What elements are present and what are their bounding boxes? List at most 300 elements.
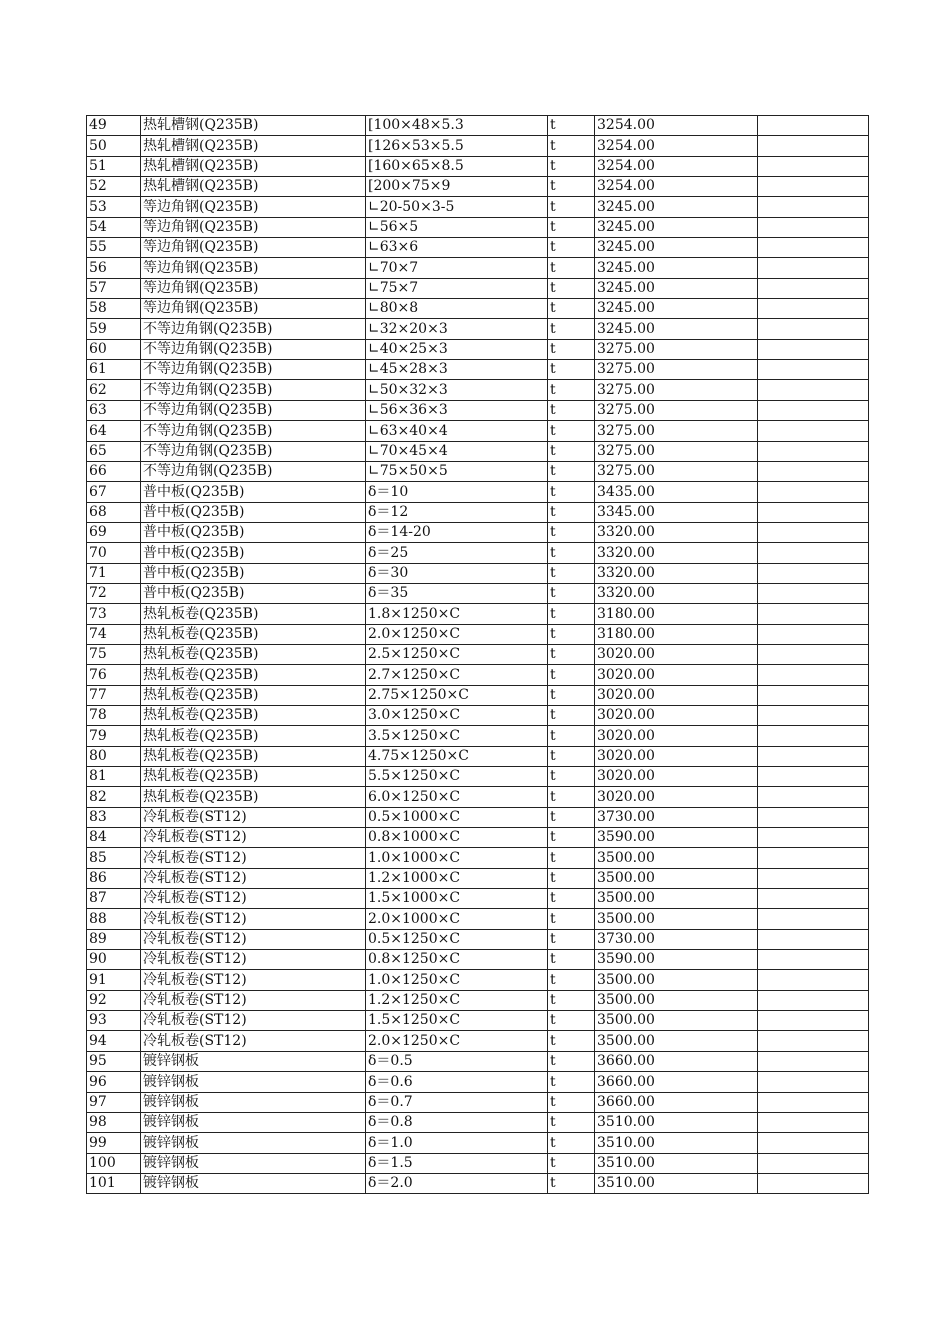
price-cell: 3020.00 — [595, 787, 758, 807]
material-name-cell: 冷轧板卷(ST12) — [141, 1011, 366, 1031]
row-number-cell: 50 — [87, 136, 141, 156]
unit-cell: t — [548, 929, 595, 949]
remark-cell — [758, 726, 869, 746]
table-row — [87, 116, 869, 136]
material-name-cell: 普中板(Q235B) — [141, 482, 366, 502]
specification-cell: [100×48×5.3 — [366, 116, 548, 136]
table-row — [87, 177, 869, 197]
row-number-cell: 79 — [87, 726, 141, 746]
specification-cell: 0.5×1000×C — [366, 807, 548, 827]
price-cell: 3275.00 — [595, 461, 758, 481]
remark-cell — [758, 950, 869, 970]
material-name-cell: 不等边角钢(Q235B) — [141, 360, 366, 380]
table-row — [87, 665, 869, 685]
material-name-cell: 冷轧板卷(ST12) — [141, 990, 366, 1010]
table-row — [87, 705, 869, 725]
remark-cell — [758, 116, 869, 136]
price-cell: 3500.00 — [595, 1031, 758, 1051]
table-row — [87, 563, 869, 583]
material-name-cell: 冷轧板卷(ST12) — [141, 1031, 366, 1051]
table-row — [87, 970, 869, 990]
remark-cell — [758, 339, 869, 359]
unit-cell: t — [548, 624, 595, 644]
material-name-cell: 不等边角钢(Q235B) — [141, 339, 366, 359]
table-row — [87, 1011, 869, 1031]
unit-cell: t — [548, 1153, 595, 1173]
row-number-cell: 60 — [87, 339, 141, 359]
material-name-cell: 热轧板卷(Q235B) — [141, 604, 366, 624]
table-row — [87, 543, 869, 563]
specification-cell: 2.0×1000×C — [366, 909, 548, 929]
row-number-cell: 52 — [87, 177, 141, 197]
material-name-cell: 等边角钢(Q235B) — [141, 278, 366, 298]
price-cell: 3500.00 — [595, 1011, 758, 1031]
row-number-cell: 64 — [87, 421, 141, 441]
table-row — [87, 909, 869, 929]
material-name-cell: 等边角钢(Q235B) — [141, 299, 366, 319]
remark-cell — [758, 828, 869, 848]
unit-cell: t — [548, 116, 595, 136]
material-name-cell: 冷轧板卷(ST12) — [141, 868, 366, 888]
material-name-cell: 热轧板卷(Q235B) — [141, 665, 366, 685]
price-cell: 3245.00 — [595, 299, 758, 319]
remark-cell — [758, 482, 869, 502]
row-number-cell: 56 — [87, 258, 141, 278]
table-row — [87, 522, 869, 542]
row-number-cell: 65 — [87, 441, 141, 461]
remark-cell — [758, 543, 869, 563]
material-name-cell: 热轧板卷(Q235B) — [141, 705, 366, 725]
unit-cell: t — [548, 1133, 595, 1153]
material-name-cell: 不等边角钢(Q235B) — [141, 380, 366, 400]
specification-cell: δ＝0.8 — [366, 1112, 548, 1132]
specification-cell: 0.8×1250×C — [366, 950, 548, 970]
material-name-cell: 镀锌钢板 — [141, 1072, 366, 1092]
specification-cell: δ＝0.7 — [366, 1092, 548, 1112]
table-row — [87, 1092, 869, 1112]
remark-cell — [758, 197, 869, 217]
price-cell: 3245.00 — [595, 217, 758, 237]
price-cell: 3435.00 — [595, 482, 758, 502]
specification-cell: 2.75×1250×C — [366, 685, 548, 705]
row-number-cell: 75 — [87, 644, 141, 664]
price-cell: 3500.00 — [595, 909, 758, 929]
price-cell: 3590.00 — [595, 828, 758, 848]
unit-cell: t — [548, 807, 595, 827]
row-number-cell: 100 — [87, 1153, 141, 1173]
remark-cell — [758, 624, 869, 644]
unit-cell: t — [548, 482, 595, 502]
row-number-cell: 96 — [87, 1072, 141, 1092]
row-number-cell: 53 — [87, 197, 141, 217]
specification-cell: ∟50×32×3 — [366, 380, 548, 400]
row-number-cell: 51 — [87, 156, 141, 176]
remark-cell — [758, 299, 869, 319]
material-name-cell: 热轧槽钢(Q235B) — [141, 136, 366, 156]
table-row — [87, 767, 869, 787]
remark-cell — [758, 441, 869, 461]
specification-cell: 0.8×1000×C — [366, 828, 548, 848]
table-row — [87, 156, 869, 176]
price-cell: 3500.00 — [595, 990, 758, 1010]
remark-cell — [758, 278, 869, 298]
table-row — [87, 400, 869, 420]
price-cell: 3275.00 — [595, 339, 758, 359]
price-cell: 3275.00 — [595, 441, 758, 461]
unit-cell: t — [548, 726, 595, 746]
price-cell: 3020.00 — [595, 665, 758, 685]
remark-cell — [758, 421, 869, 441]
row-number-cell: 71 — [87, 563, 141, 583]
unit-cell: t — [548, 1051, 595, 1071]
row-number-cell: 95 — [87, 1051, 141, 1071]
table-row — [87, 380, 869, 400]
specification-cell: 1.5×1000×C — [366, 889, 548, 909]
price-table — [86, 115, 869, 1194]
table-row — [87, 197, 869, 217]
unit-cell: t — [548, 868, 595, 888]
unit-cell: t — [548, 604, 595, 624]
unit-cell: t — [548, 177, 595, 197]
row-number-cell: 80 — [87, 746, 141, 766]
remark-cell — [758, 136, 869, 156]
specification-cell: 6.0×1250×C — [366, 787, 548, 807]
price-cell: 3660.00 — [595, 1072, 758, 1092]
table-row — [87, 482, 869, 502]
price-cell: 3500.00 — [595, 868, 758, 888]
remark-cell — [758, 1173, 869, 1193]
material-name-cell: 等边角钢(Q235B) — [141, 197, 366, 217]
specification-cell: δ＝30 — [366, 563, 548, 583]
unit-cell: t — [548, 848, 595, 868]
specification-cell: [126×53×5.5 — [366, 136, 548, 156]
remark-cell — [758, 1153, 869, 1173]
price-cell: 3254.00 — [595, 136, 758, 156]
table-row — [87, 441, 869, 461]
material-name-cell: 等边角钢(Q235B) — [141, 217, 366, 237]
material-name-cell: 镀锌钢板 — [141, 1112, 366, 1132]
unit-cell: t — [548, 1011, 595, 1031]
price-cell: 3254.00 — [595, 156, 758, 176]
table-row — [87, 1031, 869, 1051]
material-name-cell: 热轧板卷(Q235B) — [141, 767, 366, 787]
row-number-cell: 101 — [87, 1173, 141, 1193]
material-name-cell: 冷轧板卷(ST12) — [141, 970, 366, 990]
unit-cell: t — [548, 421, 595, 441]
row-number-cell: 70 — [87, 543, 141, 563]
material-name-cell: 不等边角钢(Q235B) — [141, 461, 366, 481]
material-name-cell: 冷轧板卷(ST12) — [141, 950, 366, 970]
row-number-cell: 78 — [87, 705, 141, 725]
price-cell: 3510.00 — [595, 1133, 758, 1153]
price-cell: 3275.00 — [595, 360, 758, 380]
table-row — [87, 644, 869, 664]
material-name-cell: 热轧板卷(Q235B) — [141, 746, 366, 766]
price-cell: 3320.00 — [595, 583, 758, 603]
material-name-cell: 不等边角钢(Q235B) — [141, 441, 366, 461]
unit-cell: t — [548, 441, 595, 461]
unit-cell: t — [548, 950, 595, 970]
remark-cell — [758, 1072, 869, 1092]
row-number-cell: 72 — [87, 583, 141, 603]
unit-cell: t — [548, 990, 595, 1010]
specification-cell: ∟75×7 — [366, 278, 548, 298]
specification-cell: [160×65×8.5 — [366, 156, 548, 176]
specification-cell: 0.5×1250×C — [366, 929, 548, 949]
material-name-cell: 热轧板卷(Q235B) — [141, 787, 366, 807]
row-number-cell: 67 — [87, 482, 141, 502]
remark-cell — [758, 665, 869, 685]
row-number-cell: 99 — [87, 1133, 141, 1153]
row-number-cell: 57 — [87, 278, 141, 298]
unit-cell: t — [548, 543, 595, 563]
material-name-cell: 热轧板卷(Q235B) — [141, 624, 366, 644]
specification-cell: ∟70×45×4 — [366, 441, 548, 461]
unit-cell: t — [548, 705, 595, 725]
price-cell: 3500.00 — [595, 889, 758, 909]
specification-cell: ∟45×28×3 — [366, 360, 548, 380]
specification-cell: δ＝2.0 — [366, 1173, 548, 1193]
specification-cell: ∟80×8 — [366, 299, 548, 319]
remark-cell — [758, 970, 869, 990]
price-cell: 3245.00 — [595, 197, 758, 217]
material-name-cell: 镀锌钢板 — [141, 1092, 366, 1112]
remark-cell — [758, 787, 869, 807]
unit-cell: t — [548, 889, 595, 909]
specification-cell: ∟56×5 — [366, 217, 548, 237]
row-number-cell: 88 — [87, 909, 141, 929]
unit-cell: t — [548, 461, 595, 481]
material-name-cell: 热轧板卷(Q235B) — [141, 685, 366, 705]
specification-cell: 3.5×1250×C — [366, 726, 548, 746]
unit-cell: t — [548, 583, 595, 603]
specification-cell: 1.0×1250×C — [366, 970, 548, 990]
price-cell: 3345.00 — [595, 502, 758, 522]
table-row — [87, 950, 869, 970]
row-number-cell: 69 — [87, 522, 141, 542]
price-cell: 3020.00 — [595, 726, 758, 746]
row-number-cell: 63 — [87, 400, 141, 420]
row-number-cell: 93 — [87, 1011, 141, 1031]
table-row — [87, 217, 869, 237]
row-number-cell: 94 — [87, 1031, 141, 1051]
remark-cell — [758, 767, 869, 787]
price-cell: 3320.00 — [595, 563, 758, 583]
remark-cell — [758, 360, 869, 380]
remark-cell — [758, 705, 869, 725]
specification-cell: 2.0×1250×C — [366, 624, 548, 644]
material-name-cell: 热轧板卷(Q235B) — [141, 644, 366, 664]
unit-cell: t — [548, 278, 595, 298]
price-cell: 3660.00 — [595, 1092, 758, 1112]
remark-cell — [758, 909, 869, 929]
table-row — [87, 421, 869, 441]
table-row — [87, 604, 869, 624]
material-name-cell: 不等边角钢(Q235B) — [141, 319, 366, 339]
price-cell: 3275.00 — [595, 400, 758, 420]
row-number-cell: 74 — [87, 624, 141, 644]
unit-cell: t — [548, 258, 595, 278]
unit-cell: t — [548, 1173, 595, 1193]
remark-cell — [758, 929, 869, 949]
table-row — [87, 828, 869, 848]
remark-cell — [758, 238, 869, 258]
row-number-cell: 49 — [87, 116, 141, 136]
price-cell: 3245.00 — [595, 319, 758, 339]
table-row — [87, 1072, 869, 1092]
unit-cell: t — [548, 970, 595, 990]
table-row — [87, 807, 869, 827]
row-number-cell: 58 — [87, 299, 141, 319]
unit-cell: t — [548, 787, 595, 807]
remark-cell — [758, 217, 869, 237]
material-name-cell: 镀锌钢板 — [141, 1051, 366, 1071]
specification-cell: δ＝0.5 — [366, 1051, 548, 1071]
unit-cell: t — [548, 1112, 595, 1132]
remark-cell — [758, 848, 869, 868]
specification-cell: [200×75×9 — [366, 177, 548, 197]
remark-cell — [758, 807, 869, 827]
table-row — [87, 238, 869, 258]
specification-cell: ∟75×50×5 — [366, 461, 548, 481]
material-name-cell: 不等边角钢(Q235B) — [141, 421, 366, 441]
remark-cell — [758, 522, 869, 542]
specification-cell: δ＝35 — [366, 583, 548, 603]
specification-cell: ∟63×6 — [366, 238, 548, 258]
table-row — [87, 278, 869, 298]
table-row — [87, 319, 869, 339]
remark-cell — [758, 990, 869, 1010]
row-number-cell: 86 — [87, 868, 141, 888]
remark-cell — [758, 380, 869, 400]
unit-cell: t — [548, 1031, 595, 1051]
remark-cell — [758, 258, 869, 278]
specification-cell: δ＝25 — [366, 543, 548, 563]
unit-cell: t — [548, 400, 595, 420]
row-number-cell: 83 — [87, 807, 141, 827]
remark-cell — [758, 1051, 869, 1071]
row-number-cell: 55 — [87, 238, 141, 258]
material-name-cell: 热轧板卷(Q235B) — [141, 726, 366, 746]
remark-cell — [758, 1133, 869, 1153]
material-name-cell: 热轧槽钢(Q235B) — [141, 116, 366, 136]
unit-cell: t — [548, 644, 595, 664]
row-number-cell: 84 — [87, 828, 141, 848]
specification-cell: δ＝1.5 — [366, 1153, 548, 1173]
price-cell: 3500.00 — [595, 970, 758, 990]
table-row — [87, 502, 869, 522]
price-cell: 3020.00 — [595, 746, 758, 766]
unit-cell: t — [548, 339, 595, 359]
remark-cell — [758, 319, 869, 339]
price-cell: 3245.00 — [595, 278, 758, 298]
material-name-cell: 等边角钢(Q235B) — [141, 258, 366, 278]
material-name-cell: 冷轧板卷(ST12) — [141, 828, 366, 848]
material-name-cell: 普中板(Q235B) — [141, 563, 366, 583]
specification-cell: 4.75×1250×C — [366, 746, 548, 766]
table-row — [87, 848, 869, 868]
price-cell: 3510.00 — [595, 1112, 758, 1132]
specification-cell: ∟20-50×3-5 — [366, 197, 548, 217]
material-name-cell: 冷轧板卷(ST12) — [141, 848, 366, 868]
price-cell: 3245.00 — [595, 258, 758, 278]
table-row — [87, 990, 869, 1010]
price-cell: 3320.00 — [595, 522, 758, 542]
table-row — [87, 258, 869, 278]
table-row — [87, 726, 869, 746]
row-number-cell: 66 — [87, 461, 141, 481]
row-number-cell: 90 — [87, 950, 141, 970]
specification-cell: 1.2×1000×C — [366, 868, 548, 888]
unit-cell: t — [548, 563, 595, 583]
table-row — [87, 1051, 869, 1071]
row-number-cell: 97 — [87, 1092, 141, 1112]
price-cell: 3510.00 — [595, 1173, 758, 1193]
unit-cell: t — [548, 197, 595, 217]
material-name-cell: 不等边角钢(Q235B) — [141, 400, 366, 420]
price-cell: 3020.00 — [595, 685, 758, 705]
unit-cell: t — [548, 156, 595, 176]
specification-cell: δ＝12 — [366, 502, 548, 522]
unit-cell: t — [548, 685, 595, 705]
price-cell: 3500.00 — [595, 848, 758, 868]
row-number-cell: 73 — [87, 604, 141, 624]
row-number-cell: 91 — [87, 970, 141, 990]
price-cell: 3275.00 — [595, 380, 758, 400]
price-cell: 3254.00 — [595, 177, 758, 197]
unit-cell: t — [548, 1072, 595, 1092]
row-number-cell: 68 — [87, 502, 141, 522]
unit-cell: t — [548, 136, 595, 156]
unit-cell: t — [548, 217, 595, 237]
specification-cell: δ＝14-20 — [366, 522, 548, 542]
remark-cell — [758, 156, 869, 176]
unit-cell: t — [548, 502, 595, 522]
remark-cell — [758, 461, 869, 481]
specification-cell: 1.5×1250×C — [366, 1011, 548, 1031]
material-name-cell: 冷轧板卷(ST12) — [141, 909, 366, 929]
remark-cell — [758, 563, 869, 583]
remark-cell — [758, 1011, 869, 1031]
specification-cell: ∟70×7 — [366, 258, 548, 278]
price-cell: 3254.00 — [595, 116, 758, 136]
table-row — [87, 339, 869, 359]
remark-cell — [758, 177, 869, 197]
specification-cell: 2.0×1250×C — [366, 1031, 548, 1051]
material-name-cell: 等边角钢(Q235B) — [141, 238, 366, 258]
material-name-cell: 热轧槽钢(Q235B) — [141, 156, 366, 176]
specification-cell: 2.7×1250×C — [366, 665, 548, 685]
specification-cell: 2.5×1250×C — [366, 644, 548, 664]
table-row — [87, 624, 869, 644]
price-cell: 3730.00 — [595, 807, 758, 827]
price-cell: 3660.00 — [595, 1051, 758, 1071]
unit-cell: t — [548, 1092, 595, 1112]
table-row — [87, 360, 869, 380]
specification-cell: ∟63×40×4 — [366, 421, 548, 441]
table-row — [87, 1173, 869, 1193]
specification-cell: δ＝1.0 — [366, 1133, 548, 1153]
specification-cell: 5.5×1250×C — [366, 767, 548, 787]
table-row — [87, 299, 869, 319]
price-cell: 3020.00 — [595, 644, 758, 664]
row-number-cell: 89 — [87, 929, 141, 949]
row-number-cell: 62 — [87, 380, 141, 400]
price-cell: 3730.00 — [595, 929, 758, 949]
price-cell: 3180.00 — [595, 604, 758, 624]
table-row — [87, 1112, 869, 1132]
unit-cell: t — [548, 665, 595, 685]
